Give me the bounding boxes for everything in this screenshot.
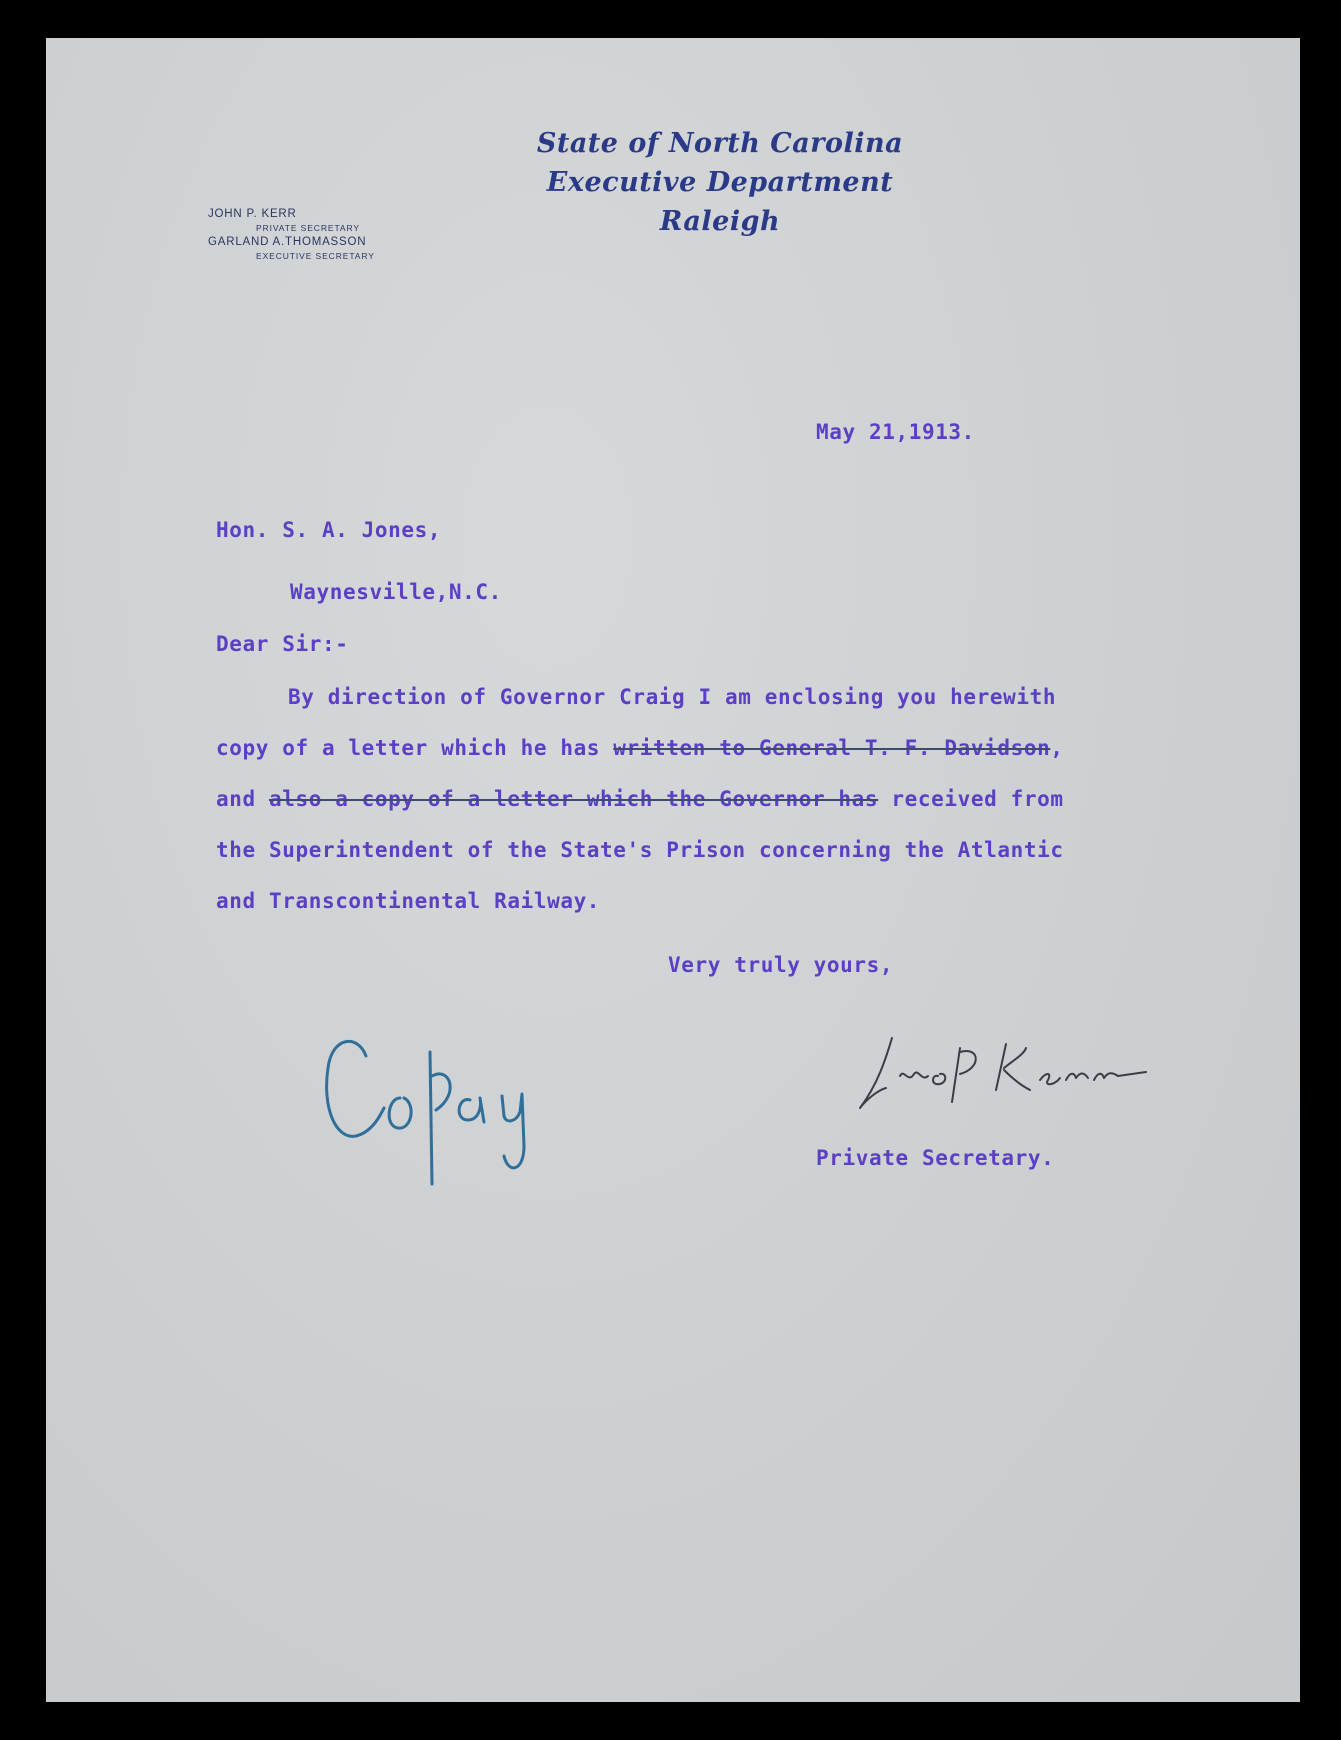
recipient-name: Hon. S. A. Jones, [216, 518, 442, 542]
body-line-3-end: received from [878, 787, 1064, 811]
staff-title-2: EXECUTIVE SECRETARY [256, 251, 375, 261]
letterhead-city: Raleigh [659, 206, 781, 237]
staff-name-2: GARLAND A.THOMASSON [208, 236, 367, 248]
staff-name-1: JOHN P. KERR [208, 208, 297, 220]
letterhead [450, 124, 990, 241]
salutation: Dear Sir:- [216, 632, 349, 656]
body-line-3-text: and [216, 787, 269, 811]
staff-listing [208, 208, 448, 264]
struck-text: written to General T. F. Davidson [613, 736, 1051, 760]
staff-title-1: PRIVATE SECRETARY [256, 223, 360, 233]
recipient-place: Waynesville,N.C. [290, 580, 502, 604]
body-line-2-text: copy of a letter which he has [216, 736, 614, 760]
body-line-3 [216, 774, 1156, 825]
body-line-5: and Transcontinental Railway. [216, 889, 601, 913]
body-line-2-end: , [1050, 736, 1064, 760]
signer-title: Private Secretary. [816, 1146, 1055, 1170]
letter-body [216, 672, 1156, 927]
letter-date: May 21,1913. [816, 420, 975, 444]
letterhead-state: State of North Carolina [536, 128, 904, 159]
body-line-2 [216, 723, 1156, 774]
struck-text: also a copy of a letter which the Governor has [268, 787, 879, 811]
letterhead-department: Executive Department [546, 167, 894, 198]
closing: Very truly yours, [668, 953, 894, 977]
letter-sheet [46, 38, 1300, 1702]
signature [856, 1028, 1166, 1118]
body-line-4: the Superintendent of the State's Prison concerning the Atlantic [216, 838, 1064, 862]
handwritten-copy-mark [318, 1016, 578, 1186]
body-line-1: By direction of Governor Craig I am enclosing you herewith [288, 685, 1057, 709]
